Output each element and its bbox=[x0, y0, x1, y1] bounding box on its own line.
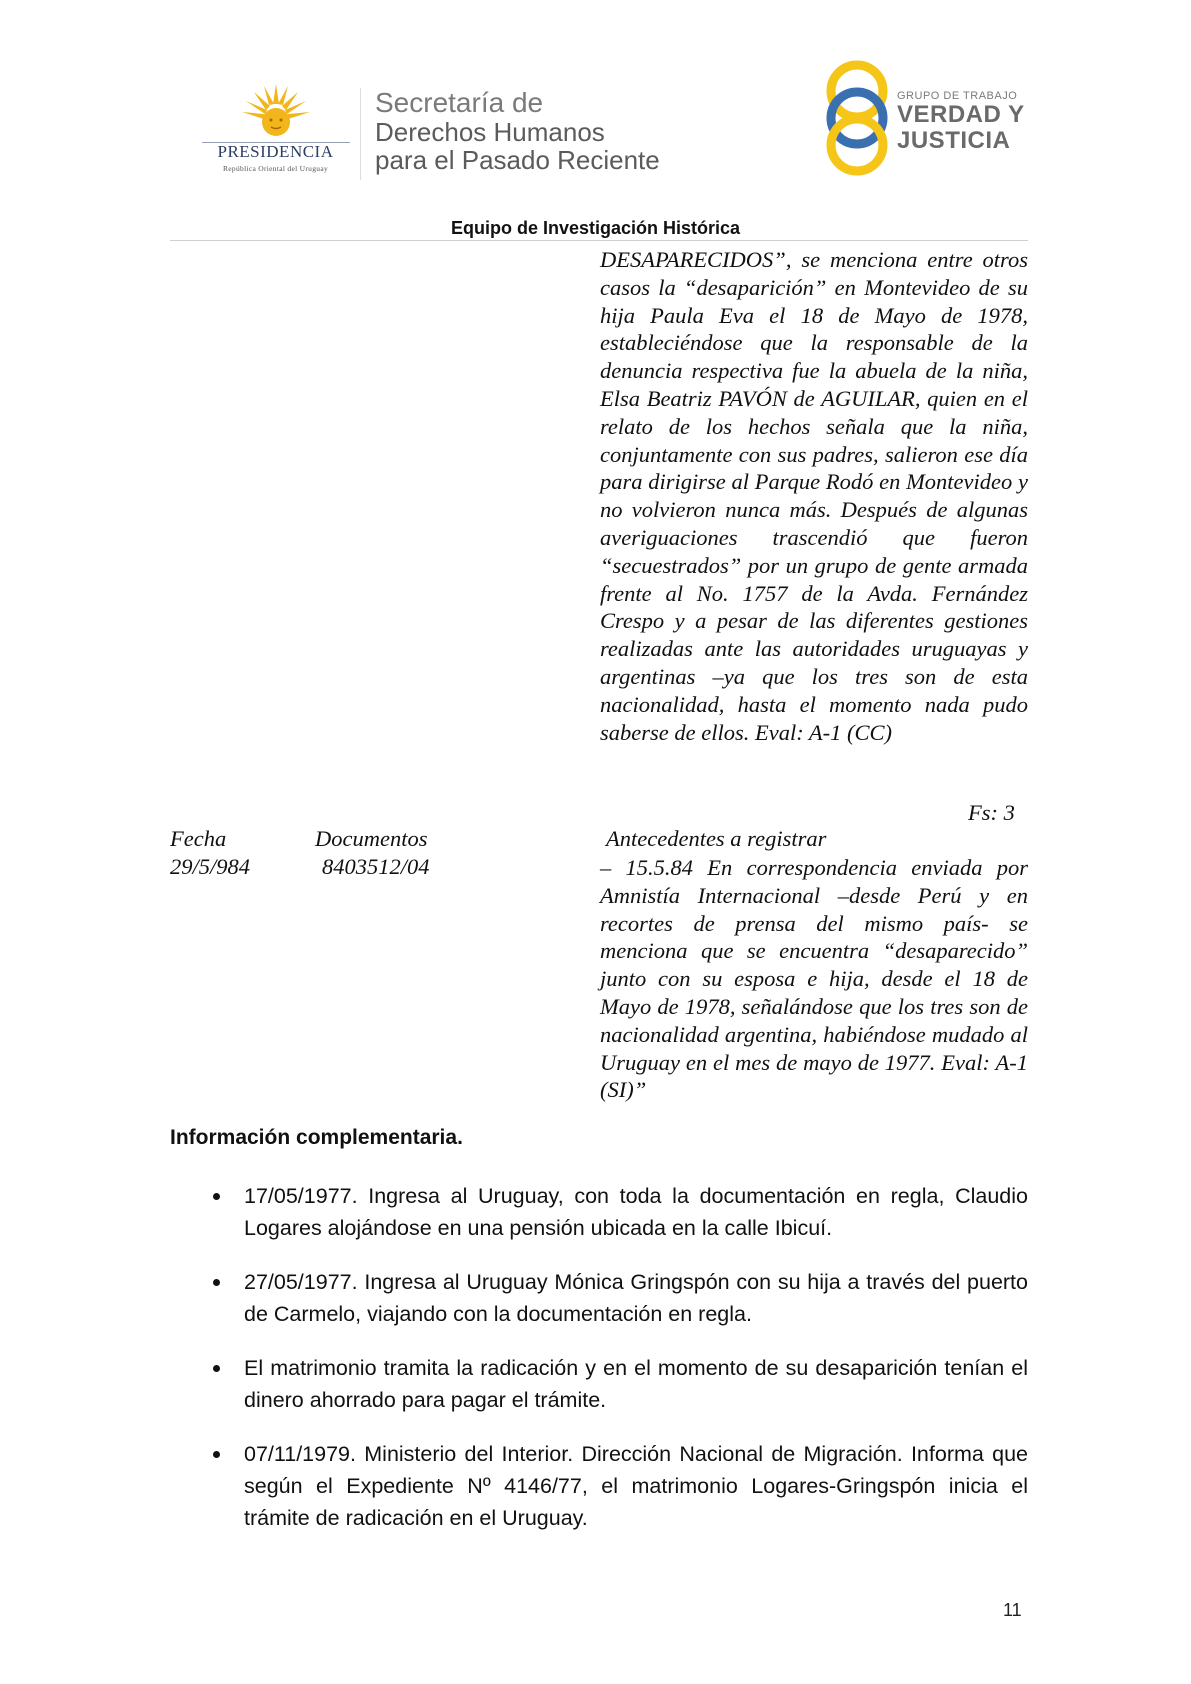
gtvj-line-1: VERDAD Y bbox=[897, 101, 1025, 128]
record-document-number: 8403512/04 bbox=[322, 854, 430, 879]
antecedentes-paragraph bbox=[600, 854, 1028, 1104]
record-date: 29/5/984 bbox=[170, 854, 251, 879]
bullet-icon bbox=[213, 1193, 220, 1200]
antecedentes-text: – 15.5.84 En correspondencia enviada por Amnistía Internacional –desde Perú y en recortes de prensa del mismo país- se menciona que se encuentra “desaparecido” junto con su esposa e hija, desde el 18 de Mayo de 1978, señalándose que los tres son de nacionalidad argentina, habiéndose mudado al Uruguay en el mes de mayo de 1977. Eval: A-1 (SI)” bbox=[600, 855, 1028, 1103]
header-divider bbox=[360, 88, 361, 180]
info-list bbox=[170, 1180, 1028, 1556]
sun-emblem-icon bbox=[240, 82, 312, 142]
presidencia-subtitle: República Oriental del Uruguay bbox=[222, 164, 328, 173]
list-item-text: 27/05/1977. Ingresa al Uruguay Mónica Gringspón con su hija a través del puerto de Carmelo, viajando con la documentación en regla. bbox=[244, 1270, 1028, 1326]
list-item-text: 07/11/1979. Ministerio del Interior. Dirección Nacional de Migración. Informa que según el Expediente Nº 4146/77, el matrimonio Logares-Gringspón inicia el trámite de radicación en el Uruguay. bbox=[244, 1442, 1028, 1530]
rings-emblem-icon bbox=[822, 56, 892, 181]
column-header-antecedentes: Antecedentes a registrar bbox=[606, 826, 827, 851]
verdad-justicia-logo bbox=[822, 56, 1032, 181]
list-item bbox=[170, 1180, 1028, 1244]
bullet-icon bbox=[213, 1365, 220, 1372]
list-item bbox=[170, 1438, 1028, 1534]
secretaria-logo-text bbox=[375, 88, 660, 174]
section-title: Información complementaria. bbox=[170, 1126, 463, 1149]
list-item bbox=[170, 1266, 1028, 1330]
secretaria-line-3: para el Pasado Reciente bbox=[375, 145, 660, 175]
presidencia-name: PRESIDENCIA bbox=[217, 142, 334, 161]
folio-label: Fs: 3 bbox=[968, 800, 1015, 825]
presidencia-logo bbox=[198, 82, 353, 182]
secretaria-line-2: Derechos Humanos bbox=[375, 117, 605, 147]
list-item-text: El matrimonio tramita la radicación y en el momento de su desaparición tenían el dinero ahorrado para pagar el trámite. bbox=[244, 1356, 1028, 1412]
verdad-justicia-text bbox=[897, 90, 1025, 154]
gtvj-line-2: JUSTICIA bbox=[897, 127, 1011, 154]
continued-paragraph bbox=[600, 246, 1028, 746]
column-header-fecha: Fecha bbox=[170, 826, 227, 851]
page-number: 11 bbox=[1003, 1600, 1022, 1620]
continued-text: DESAPARECIDOS”, se menciona entre otros casos la “desaparición” en Montevideo de su hija Paula Eva el 18 de Mayo de 1978, estableciéndose que la responsable de la denuncia respectiva fue la abuela de la niña, Elsa Beatriz PAVÓN de AGUILAR, quien en el relato de los hechos señala que la niña, conjuntamente con sus padres, salieron ese día para dirigirse al Parque Rodó en Montevideo y no volvieron nunca más. Después de algunas averiguaciones trascendió que fueron “secuestrados” por un grupo de gente armada frente al No. 1757 de la Avda. Fernández Crespo y a pesar de las diferentes gestiones realizadas ante las autoridades uruguayas y argentinas –ya que los tres son de esta nacionalidad, hasta el momento nada pudo saberse de ellos. Eval: A-1 (CC) bbox=[600, 247, 1028, 745]
secretaria-line-1: Secretaría de bbox=[375, 87, 544, 118]
header-rule bbox=[170, 240, 1028, 241]
bullet-icon bbox=[213, 1279, 220, 1286]
column-header-documentos: Documentos bbox=[315, 826, 428, 851]
team-title: Equipo de Investigación Histórica bbox=[450, 218, 741, 238]
gtvj-small-label: GRUPO DE TRABAJO bbox=[897, 90, 1018, 102]
list-item-text: 17/05/1977. Ingresa al Uruguay, con toda la documentación en regla, Claudio Logares alojándose en una pensión ubicada en la calle Ibicuí. bbox=[244, 1184, 1028, 1240]
list-item bbox=[170, 1352, 1028, 1416]
bullet-icon bbox=[213, 1451, 220, 1458]
